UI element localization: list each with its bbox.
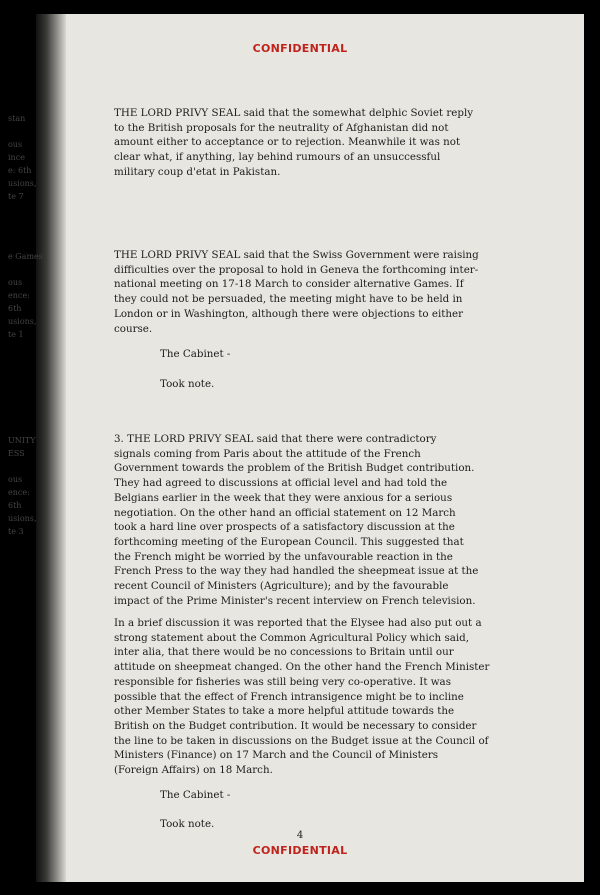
- took-note: Took note.: [160, 818, 215, 830]
- took-note: Took note.: [160, 378, 215, 390]
- text-line: they could not be persuaded, the meeting might have to be held in: [114, 293, 463, 306]
- text-line: In a brief discussion it was reported that the Elysee had also put out a: [114, 617, 482, 629]
- text-line: amount either to acceptance or to rejection. Meanwhile it was not: [114, 136, 461, 149]
- text-line: negotiation. On the other hand an official statement on 12 March: [114, 506, 456, 519]
- page-number: 4: [296, 830, 304, 841]
- text-line: national meeting on 17-18 March to consider alternative Games. If: [114, 278, 464, 291]
- text-line: recent Council of Ministers (Agriculture); and by the favourable: [114, 580, 449, 593]
- text-line: clear what, if anything, lay behind rumours of an unsuccessful: [114, 151, 441, 164]
- paragraph: [114, 248, 560, 336]
- text-line: Government towards the problem of the British Budget contribution.: [114, 462, 475, 475]
- margin-note: e Games ous ence: 6th usions, te 1: [8, 252, 43, 339]
- text-line: responsible for fisheries was still being very co-operative. It was: [114, 675, 451, 688]
- text-line: attitude on sheepmeat changed. On the other hand the French Minister: [114, 661, 490, 674]
- text-line: They had agreed to discussions at official level and had told the: [114, 477, 448, 490]
- text-line: the line to be taken in discussions on the Budget issue at the Council of: [114, 734, 489, 747]
- text-line: THE LORD PRIVY SEAL said that the Swiss Government were raising: [114, 249, 479, 261]
- text-line: the French might be worried by the unfavourable reaction in the: [114, 550, 453, 563]
- text-line: possible that the effect of French intransigence might be to incline: [114, 690, 464, 703]
- text-line: Ministers (Finance) on 17 March and the Council of Ministers: [114, 749, 439, 762]
- text-line: 3. THE LORD PRIVY SEAL said that there were contradictory: [114, 433, 437, 445]
- text-line: to the British proposals for the neutrality of Afghanistan did not: [114, 121, 449, 134]
- text-line: impact of the Prime Minister's recent interview on French television.: [114, 594, 476, 607]
- text-line: strong statement about the Common Agricultural Policy which said,: [114, 631, 470, 644]
- footer-classification: CONFIDENTIAL: [252, 844, 348, 857]
- text-line: Belgians earlier in the week that they were anxious for a serious: [114, 491, 453, 504]
- text-line: THE LORD PRIVY SEAL said that the somewhat delphic Soviet reply: [114, 107, 474, 119]
- text-line: forthcoming meeting of the European Council. This suggested that: [114, 535, 464, 548]
- paragraph: [114, 106, 560, 180]
- text-line: signals coming from Paris about the attitude of the French: [114, 447, 421, 460]
- header-classification: CONFIDENTIAL: [252, 42, 348, 55]
- text-line: took a hard line over prospects of a satisfactory discussion at the: [114, 521, 455, 534]
- margin-note: UNITY ESS ous ence: 6th usions, te 3: [8, 436, 37, 536]
- text-line: (Foreign Affairs) on 18 March.: [114, 764, 273, 777]
- margin-note: stan ous ince e: 6th usions, te 7: [8, 114, 37, 201]
- text-line: course.: [114, 322, 153, 335]
- paragraph: [114, 616, 560, 778]
- text-line: military coup d'etat in Pakistan.: [114, 165, 281, 178]
- text-line: other Member States to take a more helpful attitude towards the: [114, 705, 455, 718]
- cabinet-label: The Cabinet -: [160, 348, 231, 360]
- text-line: British on the Budget contribution. It would be necessary to consider: [114, 719, 477, 732]
- text-line: inter alia, that there would be no concessions to Britain until our: [114, 646, 454, 659]
- paragraph: [114, 432, 560, 608]
- text-line: French Press to the way they had handled the sheepmeat issue at the: [114, 565, 479, 578]
- cabinet-label: The Cabinet -: [160, 789, 231, 801]
- text-line: London or in Washington, although there were objections to either: [114, 307, 464, 320]
- text-line: difficulties over the proposal to hold in Geneva the forthcoming inter-: [114, 263, 479, 276]
